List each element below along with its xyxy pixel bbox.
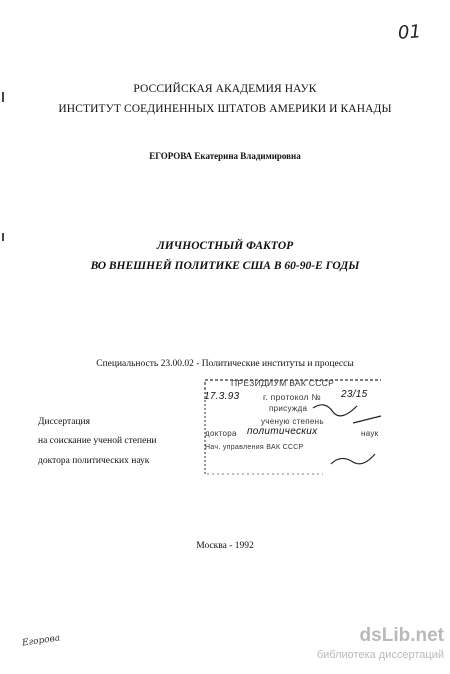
vak-approval-stamp — [203, 378, 383, 478]
stamp-line-presidium: ПРЕЗИДИУМ ВАК СССР — [231, 378, 335, 388]
academy-name: РОССИЙСКАЯ АКАДЕМИЯ НАУК — [133, 83, 317, 95]
page-number-handwritten: 01 — [397, 21, 422, 44]
dissertation-title-line1: ЛИЧНОСТНЫЙ ФАКТОР — [156, 240, 294, 252]
margin-signature: Егорова — [21, 633, 61, 649]
stamp-number-handwritten: 23/15 — [341, 389, 368, 400]
stamp-line-doctor: доктора — [205, 429, 237, 438]
stamp-line-degree: ученую степень — [261, 417, 324, 426]
dissertation-title-line2: ВО ВНЕШНЕЙ ПОЛИТИКЕ США В 60-90-Е ГОДЫ — [90, 260, 360, 272]
watermark-subtitle: библиотека диссертаций — [316, 649, 444, 661]
author-name: ЕГОРОВА Екатерина Владимировна — [149, 151, 301, 161]
degree-purpose: на соискание ученой степени — [38, 436, 157, 446]
stamp-line-protocol: г. протокол № — [263, 392, 321, 402]
stamp-line-awarded: присужда — [269, 404, 308, 413]
stamp-date-handwritten: 17.3.93 — [204, 391, 240, 402]
degree-label: Диссертация — [38, 417, 90, 427]
degree-field: доктора политических наук — [38, 456, 150, 466]
city-year: Москва - 1992 — [196, 541, 254, 551]
stamp-line-head: Нач. управления ВАК СССР — [205, 444, 304, 451]
watermark-logo: dsLib.net — [359, 625, 444, 646]
specialty-line: Специальность 23.00.02 - Политические институты и процессы — [96, 359, 354, 369]
institute-name: ИНСТИТУТ СОЕДИНЕННЫХ ШТАТОВ АМЕРИКИ И КАНАДЫ — [58, 103, 392, 115]
stamp-line-sciences: наук — [361, 429, 379, 438]
stamp-field-handwritten: политических — [247, 426, 318, 437]
dslib-watermark — [244, 625, 444, 662]
